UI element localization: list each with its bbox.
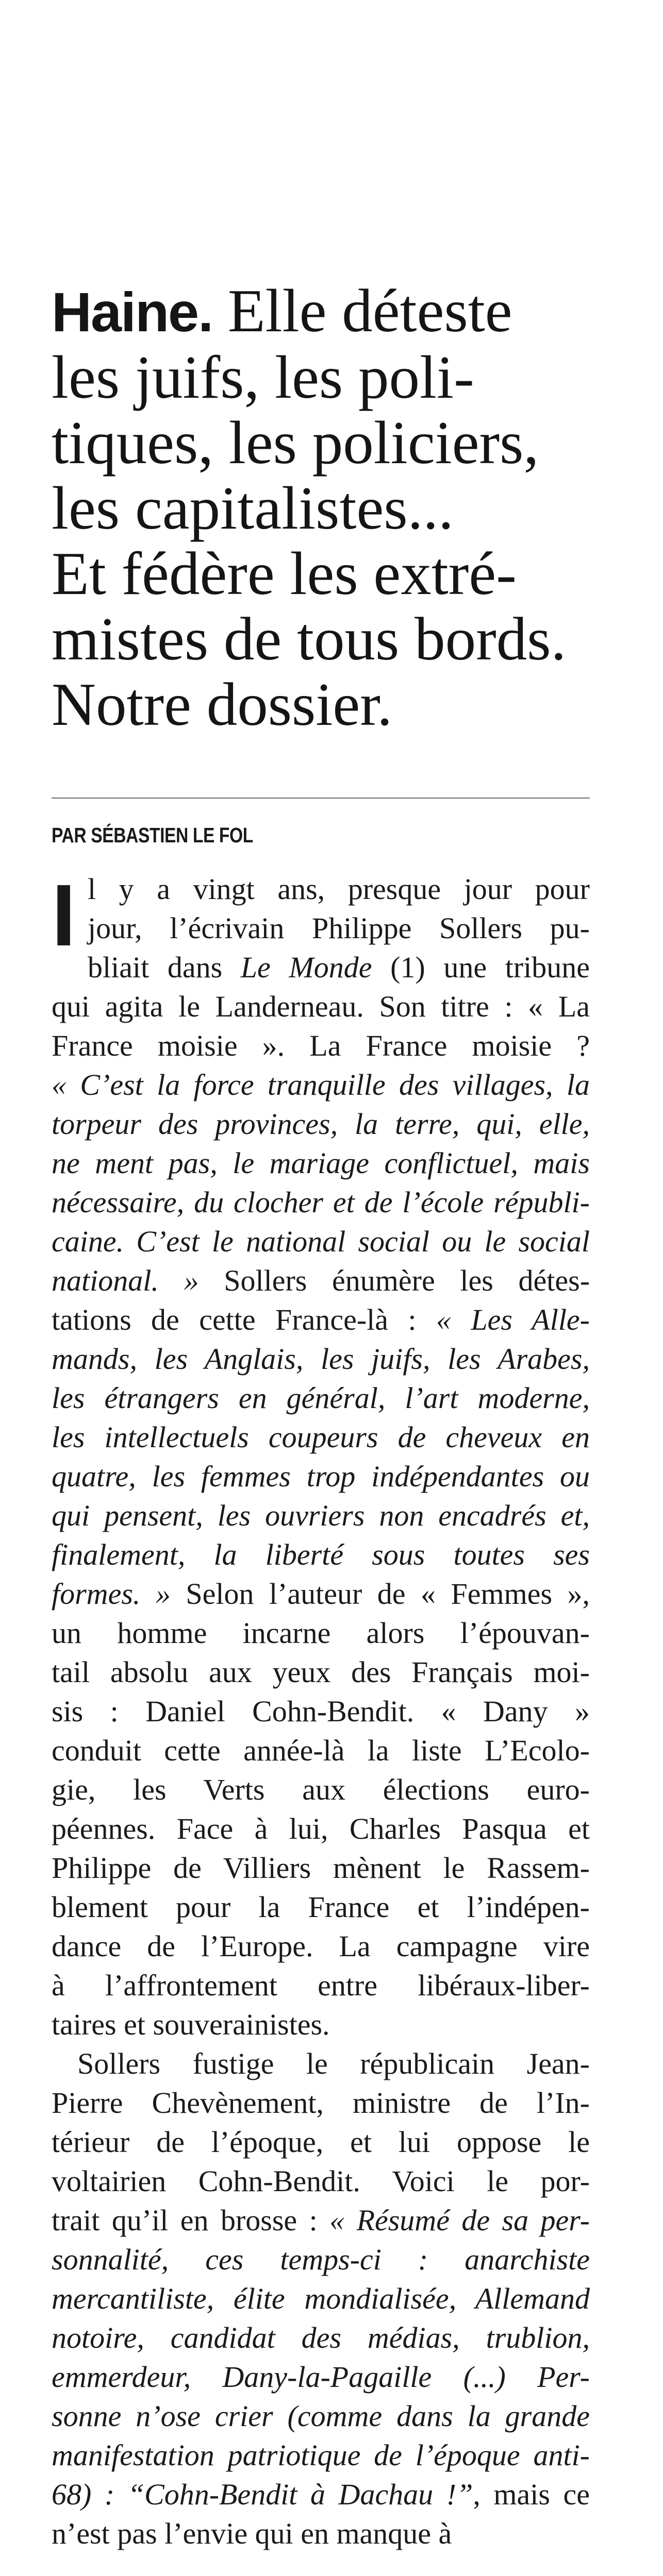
body-line: caine. C’est le national social ou le social [52, 1225, 590, 1258]
body-line: mercantiliste, élite mondialisée, Allemand [52, 2282, 590, 2315]
body-line: blement pour la France et l’indépen- [52, 1890, 590, 1924]
body-line: térieur de l’époque, et lui oppose le [52, 2125, 590, 2159]
body-line: tations de cette France-là : « Les Alle- [52, 1303, 590, 1336]
lead-line: Notre dossier. [52, 670, 393, 738]
body-line: sis : Daniel Cohn-Bendit. « Dany » [52, 1694, 590, 1728]
body-line: les étrangers en général, l’art moderne, [52, 1381, 590, 1415]
body-line: qui agita le Landerneau. Son titre : « La [52, 990, 590, 1023]
body-line: manifestation patriotique de l’époque anti- [52, 2438, 590, 2472]
lead-line: les capitalistes... [52, 474, 454, 542]
body-line: voltairien Cohn-Bendit. Voici le por- [52, 2164, 590, 2198]
body-line: qui pensent, les ouvriers non encadrés et, [52, 1499, 590, 1532]
body-line: conduit cette année-là la liste L’Ecolo- [52, 1734, 590, 1767]
body-line: Pierre Chevènement, ministre de l’In- [52, 2086, 590, 2120]
body-line: emmerdeur, Dany-la-Pagaille (...) Per- [52, 2360, 590, 2394]
body-line: formes. » Selon l’auteur de « Femmes », [52, 1577, 590, 1611]
section-divider [52, 798, 590, 799]
body-line: France moisie ». La France moisie ? [52, 1029, 590, 1062]
body-line: national. » Sollers énumère les détes- [52, 1264, 590, 1297]
body-line: 68) : “Cohn-Bendit à Dachau !”, mais ce [52, 2478, 590, 2511]
body-line: ne ment pas, le mariage conflictuel, mais [52, 1146, 590, 1180]
body-line: péennes. Face à lui, Charles Pasqua et [52, 1812, 590, 1845]
body-line: les intellectuels coupeurs de cheveux en [52, 1420, 590, 1454]
body-line: nécessaire, du clocher et de l’école républi- [52, 1185, 590, 1219]
body-line: gie, les Verts aux élections euro- [52, 1773, 590, 1806]
drop-cap: I [52, 867, 76, 964]
body-line: taires et souverainistes. [52, 2008, 330, 2041]
body-line: notoire, candidat des médias, trublion, [52, 2321, 590, 2354]
body-line: bliait dans Le Monde (1) une tribune [88, 951, 590, 984]
lead-line: Haine. Elle déteste [52, 277, 512, 345]
body-line: quatre, les femmes trop indépendantes ou [52, 1460, 590, 1493]
publication-title: Le Monde [240, 951, 372, 984]
body-line: n’est pas l’envie qui en manque à [52, 2517, 452, 2550]
body-line: Philippe de Villiers mènent le Rassem- [52, 1851, 590, 1885]
body-line: jour, l’écrivain Philippe Sollers pu- [88, 911, 590, 945]
body-line: finalement, la liberté sous toutes ses [52, 1538, 590, 1571]
body-line: mands, les Anglais, les juifs, les Arabes, [52, 1342, 590, 1376]
body-line: à l’affrontement entre libéraux-liber- [52, 1969, 590, 2002]
body-line: l y a vingt ans, presque jour pour [88, 872, 590, 906]
body-line: trait qu’il en brosse : « Résumé de sa per- [52, 2204, 590, 2237]
byline: PAR SÉBASTIEN LE FOL [52, 823, 253, 847]
body-line: torpeur des provinces, la terre, qui, elle, [52, 1107, 590, 1141]
lead-keyword: Haine. [52, 281, 213, 343]
lead-line: les juifs, les poli- [52, 343, 474, 411]
lead-line: Et fédère les extré- [52, 539, 517, 607]
lead-line: mistes de tous bords. [52, 605, 567, 673]
body-line: « C’est la force tranquille des villages, la [52, 1068, 590, 1101]
body-line: tail absolu aux yeux des Français moi- [52, 1655, 590, 1689]
body-line: un homme incarne alors l’épouvan- [52, 1616, 590, 1650]
body-line: Sollers fustige le républicain Jean- [77, 2047, 590, 2080]
lead-line: tiques, les policiers, [52, 409, 539, 477]
lead-paragraph [52, 278, 598, 737]
body-line: sonnalité, ces temps-ci : anarchiste [52, 2243, 590, 2276]
body-line: sonne n’ose crier (comme dans la grande [52, 2399, 590, 2433]
body-line: dance de l’Europe. La campagne vire [52, 1929, 590, 1963]
article-body [52, 867, 590, 2553]
